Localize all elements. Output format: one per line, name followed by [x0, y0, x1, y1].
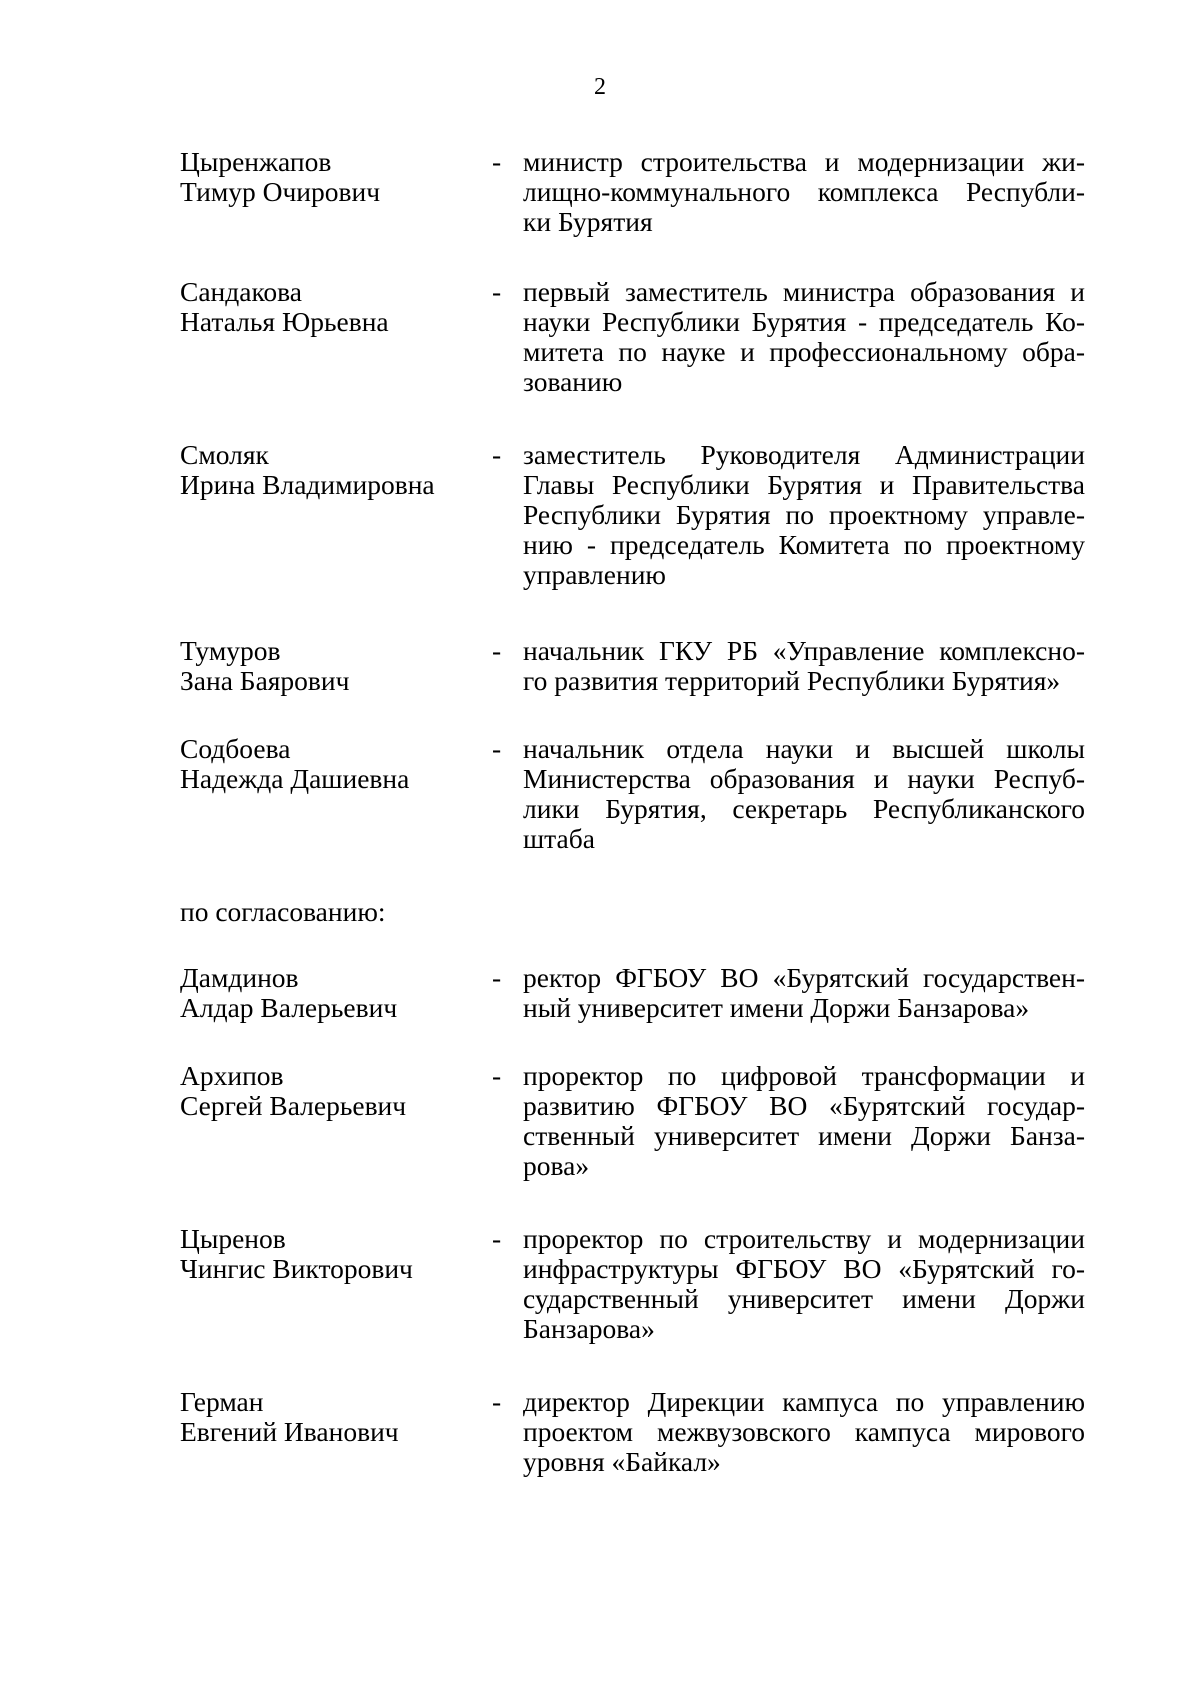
- position-line: проректор по цифровой трансформации и: [523, 1061, 1085, 1091]
- member-position: [523, 1061, 1085, 1181]
- position-line: заместитель Руководителя Администрации: [523, 440, 1085, 470]
- dash-separator: -: [492, 1386, 502, 1417]
- position-line: министр строительства и модернизации жи-: [523, 147, 1085, 177]
- member-name: [180, 1387, 480, 1447]
- dash-separator: -: [492, 276, 502, 307]
- member-position: [523, 440, 1085, 590]
- dash-separator: -: [492, 146, 502, 177]
- position-line: зованию: [523, 367, 623, 397]
- member-surname: Герман: [180, 1386, 264, 1417]
- position-line: митета по науке и профессиональному обра-: [523, 337, 1085, 367]
- section-label: по согласованию:: [180, 896, 386, 927]
- member-name: [180, 1224, 480, 1284]
- position-line: нию - председатель Комитета по проектному: [523, 530, 1085, 560]
- position-line: Банзарова»: [523, 1314, 655, 1344]
- dash-separator: -: [492, 1223, 502, 1254]
- position-line: начальник ГКУ РБ «Управление комплексно-: [523, 636, 1085, 666]
- member-given-names: Евгений Иванович: [180, 1416, 399, 1447]
- position-line: ственный университет имени Доржи Банза-: [523, 1121, 1085, 1151]
- page-number: 2: [594, 74, 606, 100]
- position-line: директор Дирекции кампуса по управлению: [523, 1387, 1085, 1417]
- member-surname: Дамдинов: [180, 962, 299, 993]
- position-line: науки Республики Бурятия - председатель Ко-: [523, 307, 1085, 337]
- member-name: [180, 963, 480, 1023]
- member-surname: Цыренов: [180, 1223, 286, 1254]
- member-position: [523, 734, 1085, 854]
- position-line: лики Бурятия, секретарь Республиканского: [523, 794, 1085, 824]
- member-surname: Содбоева: [180, 733, 291, 764]
- member-given-names: Наталья Юрьевна: [180, 306, 389, 337]
- dash-separator: -: [492, 962, 502, 993]
- position-line: проектом межвузовского кампуса мирового: [523, 1417, 1085, 1447]
- member-given-names: Алдар Валерьевич: [180, 992, 398, 1023]
- position-line: ки Бурятия: [523, 207, 653, 237]
- dash-separator: -: [492, 635, 502, 666]
- member-given-names: Сергей Валерьевич: [180, 1090, 407, 1121]
- member-position: [523, 1387, 1085, 1477]
- position-line: уровня «Байкал»: [523, 1447, 721, 1477]
- dash-separator: -: [492, 733, 502, 764]
- member-name: [180, 636, 480, 696]
- position-line: Республики Бурятия по проектному управле-: [523, 500, 1085, 530]
- member-given-names: Зана Баярович: [180, 665, 350, 696]
- position-line: инфраструктуры ФГБОУ ВО «Бурятский го-: [523, 1254, 1085, 1284]
- position-line: начальник отдела науки и высшей школы: [523, 734, 1085, 764]
- member-name: [180, 440, 480, 500]
- member-given-names: Тимур Очирович: [180, 176, 381, 207]
- position-line: Главы Республики Бурятия и Правительства: [523, 470, 1085, 500]
- member-name: [180, 147, 480, 207]
- member-given-names: Надежда Дашиевна: [180, 763, 410, 794]
- position-line: первый заместитель министра образования и: [523, 277, 1085, 307]
- position-line: рова»: [523, 1151, 590, 1181]
- member-position: [523, 963, 1085, 1023]
- member-surname: Сандакова: [180, 276, 303, 307]
- member-position: [523, 277, 1085, 397]
- position-line: Министерства образования и науки Респуб-: [523, 764, 1085, 794]
- dash-separator: -: [492, 1060, 502, 1091]
- member-name: [180, 277, 480, 337]
- position-line: проректор по строительству и модернизации: [523, 1224, 1085, 1254]
- member-name: [180, 734, 480, 794]
- position-line: сударственный университет имени Доржи: [523, 1284, 1085, 1314]
- member-given-names: Чингис Викторович: [180, 1253, 413, 1284]
- member-surname: Смоляк: [180, 439, 269, 470]
- position-line: ректор ФГБОУ ВО «Бурятский государствен-: [523, 963, 1085, 993]
- member-surname: Архипов: [180, 1060, 284, 1091]
- member-position: [523, 147, 1085, 237]
- member-given-names: Ирина Владимировна: [180, 469, 435, 500]
- position-line: управлению: [523, 560, 666, 590]
- member-position: [523, 636, 1085, 696]
- member-surname: Тумуров: [180, 635, 281, 666]
- dash-separator: -: [492, 439, 502, 470]
- member-name: [180, 1061, 480, 1121]
- position-line: го развития территорий Республики Бурятия»: [523, 666, 1061, 696]
- position-line: развитию ФГБОУ ВО «Бурятский государ-: [523, 1091, 1085, 1121]
- member-position: [523, 1224, 1085, 1344]
- member-surname: Цыренжапов: [180, 146, 332, 177]
- position-line: ный университет имени Доржи Банзарова»: [523, 993, 1030, 1023]
- position-line: штаба: [523, 824, 595, 854]
- position-line: лищно-коммунального комплекса Республи-: [523, 177, 1085, 207]
